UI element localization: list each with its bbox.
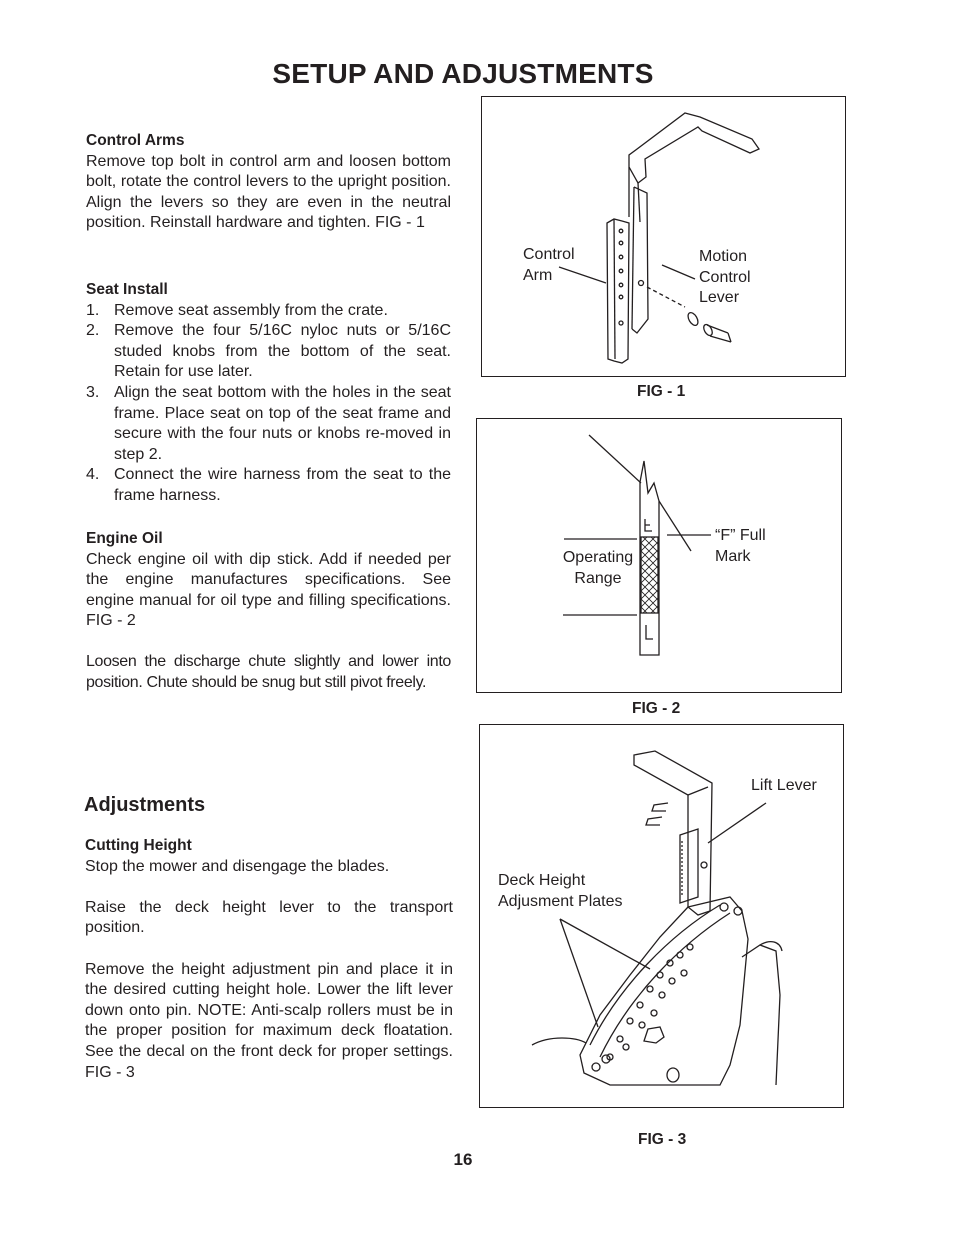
list-item: 4. Connect the wire harness from the seat to the frame harness. xyxy=(86,466,451,504)
engine-oil-heading: Engine Oil xyxy=(86,530,163,547)
chute-note-text: Loosen the discharge chute slightly and lower into position. Chute should be snug but still pivot freely. xyxy=(86,653,451,691)
fig1-caption: FIG - 1 xyxy=(637,383,686,400)
fig1-label-control-arm: Control Arm xyxy=(523,246,575,284)
cutting-height-heading: Cutting Height xyxy=(85,837,192,854)
cutting-height-text-1: Stop the mower and disengage the blades. xyxy=(85,857,390,875)
list-item: 1. Remove seat assembly from the crate. xyxy=(86,301,388,319)
list-item: 2. Remove the four 5/16C nyloc nuts or 5/16C studed knobs from the bottom of the seat. Retain for use later. xyxy=(86,322,451,381)
seat-install-steps xyxy=(86,301,451,507)
engine-oil-section xyxy=(86,529,451,632)
fig2-illustration xyxy=(477,419,841,692)
fig1-frame xyxy=(481,96,846,377)
control-arms-heading: Control Arms xyxy=(86,132,185,149)
control-arms-text: Remove top bolt in control arm and loosen bottom bolt, rotate the control levers to the upright position. Align the levers so they are even in the neutral position. Reinstall hardware and tighten. FIG - 1 xyxy=(86,152,451,232)
fig2-frame xyxy=(476,418,842,693)
page-title: SETUP AND ADJUSTMENTS xyxy=(272,58,654,89)
fig3-frame xyxy=(479,724,844,1108)
control-arms-section xyxy=(86,131,451,234)
seat-install-section xyxy=(86,280,451,507)
fig1-illustration xyxy=(482,97,845,376)
fig2-label-operating-range: Operating Range xyxy=(562,549,634,587)
fig3-label-deck-plates: Deck Height Adjusment Plates xyxy=(498,872,623,910)
adjustments-heading: Adjustments xyxy=(84,794,206,816)
list-item: 3. Align the seat bottom with the holes in the seat frame. Place seat on top of the seat frame and secure with the four nuts or knobs re-moved in step 2. xyxy=(86,383,451,463)
chute-note-section xyxy=(86,652,451,693)
seat-install-heading: Seat Install xyxy=(86,281,168,298)
cutting-height-section xyxy=(85,836,453,1083)
cutting-height-text-3: Remove the height adjustment pin and place it in the desired cutting height hole. Lower the lift lever down onto pin. NOTE: Anti-scalp rollers must be in the proper position for maximum deck floatation. See the decal on the front deck for proper settings. FIG - 3 xyxy=(85,960,453,1081)
fig3-caption: FIG - 3 xyxy=(638,1131,687,1148)
fig2-caption: FIG - 2 xyxy=(632,700,681,717)
fig1-label-motion-lever: Motion Control Lever xyxy=(699,248,751,306)
page-number: 16 xyxy=(453,1150,473,1169)
fig2-label-full-mark: “F” Full Mark xyxy=(715,527,766,565)
cutting-height-text-2: Raise the deck height lever to the transport position. xyxy=(85,898,453,937)
fig3-label-lift-lever: Lift Lever xyxy=(751,777,817,794)
engine-oil-text: Check engine oil with dip stick. Add if needed per the engine manufactures specifications. See engine manual for oil type and filling specifications. FIG - 2 xyxy=(86,550,451,630)
